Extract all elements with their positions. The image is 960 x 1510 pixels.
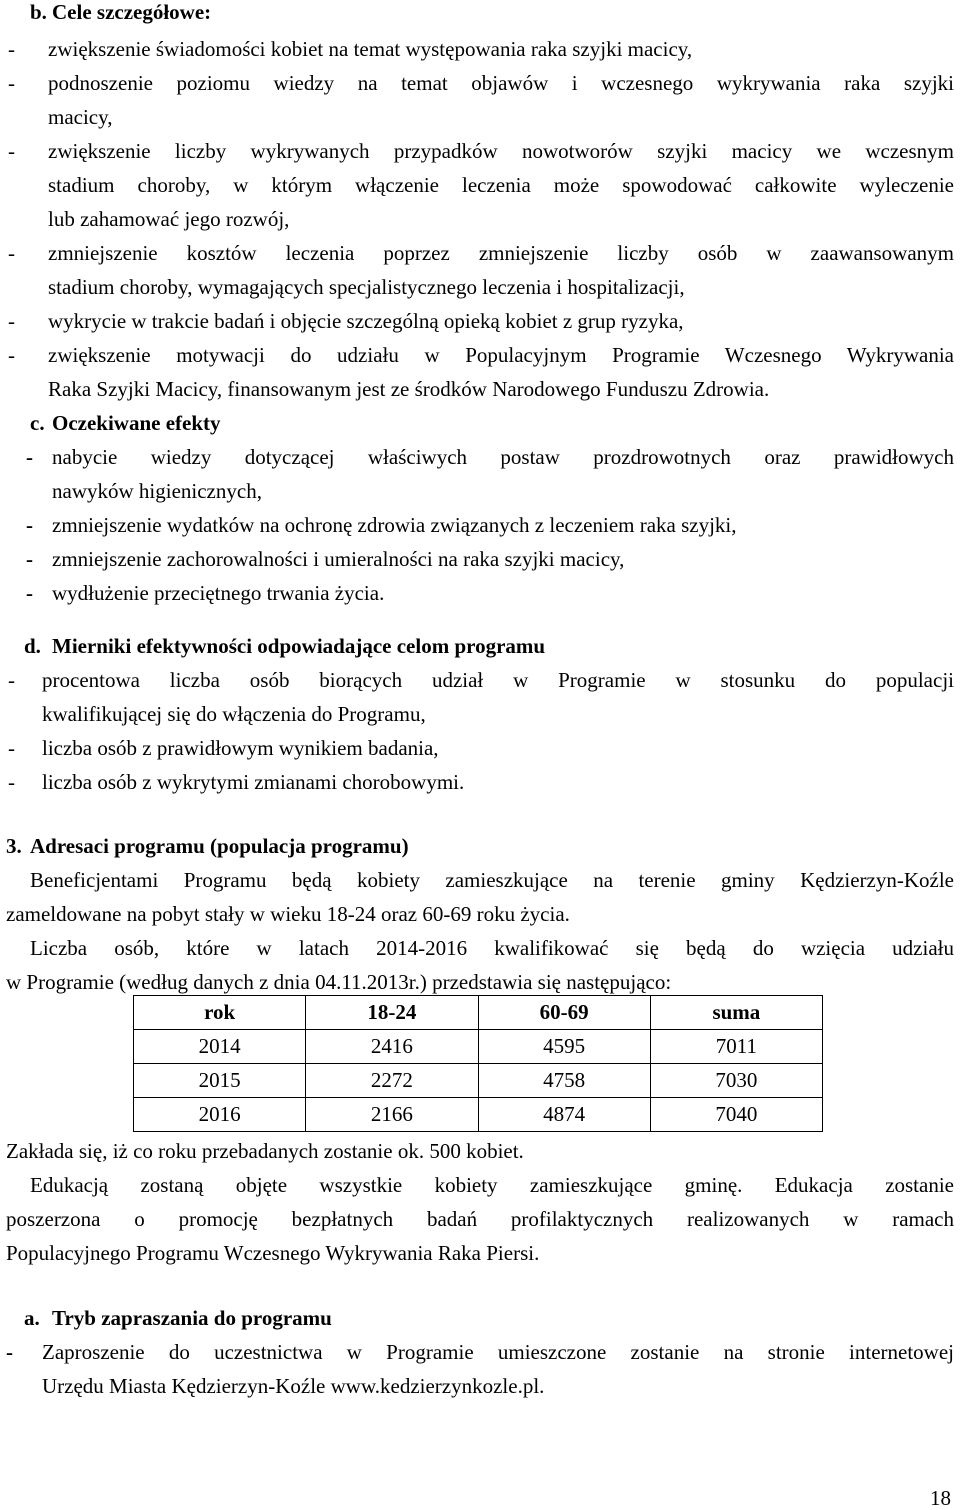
section-d-heading: Mierniki efektywności odpowiadające celom programu [52,634,546,658]
table-cell: 2015 [134,1064,306,1098]
page-number: 18 [930,1486,951,1510]
list-dash: - [8,668,15,692]
list-dash: - [8,139,15,163]
list-dash: - [26,513,33,537]
list-item-cont: kwalifikującej się do włączenia do Programu, [42,702,426,726]
list-dash: - [8,343,15,367]
list-item: zwiększenie liczby wykrywanych przypadków nowotworów szyjki macicy we wczesnym [48,139,954,163]
paragraph-line: Edukacją zostaną objęte wszystkie kobiety zamieszkujące gminę. Edukacja zostanie [30,1173,954,1197]
list-dash: - [8,770,15,794]
table-cell: 2016 [134,1098,306,1132]
list-item-cont: nawyków higienicznych, [52,479,262,503]
list-item: Zaproszenie do uczestnictwa w Programie umieszczone zostanie na stronie internetowej [42,1340,954,1364]
list-item: zmniejszenie zachorowalności i umieralności na raka szyjki macicy, [52,547,625,571]
table-cell: 7011 [650,1030,822,1064]
list-dash: - [8,309,15,333]
paragraph-line: w Programie (według danych z dnia 04.11.2013r.) przedstawia się następująco: [6,970,672,994]
paragraph-line: zameldowane na pobyt stały w wieku 18-24 oraz 60-69 roku życia. [6,902,570,926]
table-row [134,1098,823,1132]
section-b-marker: b. [30,0,47,24]
section-b-heading: Cele szczegółowe: [52,0,212,24]
list-item: procentowa liczba osób biorących udział w Programie w stosunku do populacji [42,668,954,692]
list-item: zmniejszenie kosztów leczenia poprzez zmniejszenie liczby osób w zaawansowanym [48,241,954,265]
list-item-cont: Urzędu Miasta Kędzierzyn-Koźle www.kedzierzynkozle.pl. [42,1374,545,1398]
list-dash: - [6,1340,13,1364]
table-header-cell: rok [134,996,306,1030]
list-item-cont: lub zahamować jego rozwój, [48,207,290,231]
list-dash: - [8,241,15,265]
section-a-heading: Tryb zapraszania do programu [52,1306,332,1330]
list-item: wydłużenie przeciętnego trwania życia. [52,581,385,605]
paragraph-line: Beneficjentami Programu będą kobiety zamieszkujące na terenie gminy Kędzierzyn-Koźle [30,868,954,892]
section-a-marker: a. [24,1306,40,1330]
paragraph-line: Liczba osób, które w latach 2014-2016 kwalifikować się będą do wzięcia udziału [30,936,954,960]
population-table [133,995,823,1132]
table-header-cell: 60-69 [478,996,650,1030]
list-item: liczba osób z wykrytymi zmianami chorobowymi. [42,770,465,794]
list-dash: - [26,445,33,469]
table-cell: 4595 [478,1030,650,1064]
list-item-cont: Raka Szyjki Macicy, finansowanym jest ze środków Narodowego Funduszu Zdrowia. [48,377,770,401]
paragraph-line: Zakłada się, iż co roku przebadanych zostanie ok. 500 kobiet. [6,1139,524,1163]
paragraph-line: Populacyjnego Programu Wczesnego Wykrywania Raka Piersi. [6,1241,540,1265]
table-cell: 2014 [134,1030,306,1064]
section-3-heading: Adresaci programu (populacja programu) [30,834,409,858]
section-d-marker: d. [24,634,41,658]
list-item: wykrycie w trakcie badań i objęcie szczególną opieką kobiet z grup ryzyka, [48,309,684,333]
list-dash: - [8,37,15,61]
list-item-cont: macicy, [48,105,113,129]
paragraph-line: poszerzona o promocję bezpłatnych badań profilaktycznych realizowanych w ramach [6,1207,954,1231]
list-dash: - [26,581,33,605]
list-item: zmniejszenie wydatków na ochronę zdrowia związanych z leczeniem raka szyjki, [52,513,737,537]
list-item-cont: stadium choroby, w którym włączenie leczenia może spowodować całkowite wyleczenie [48,173,954,197]
table-header-cell: 18-24 [306,996,478,1030]
list-item: nabycie wiedzy dotyczącej właściwych postaw prozdrowotnych oraz prawidłowych [52,445,954,469]
table-row [134,1030,823,1064]
list-dash: - [8,71,15,95]
table-cell: 2166 [306,1098,478,1132]
table-row [134,1064,823,1098]
table-cell: 7030 [650,1064,822,1098]
list-item: zwiększenie motywacji do udziału w Populacyjnym Programie Wczesnego Wykrywania [48,343,954,367]
list-dash: - [26,547,33,571]
section-c-marker: c. [30,411,45,435]
section-c-heading: Oczekiwane efekty [52,411,221,435]
list-item: podnoszenie poziomu wiedzy na temat objawów i wczesnego wykrywania raka szyjki [48,71,954,95]
section-3-marker: 3. [6,834,22,858]
list-item: liczba osób z prawidłowym wynikiem badania, [42,736,439,760]
list-item: zwiększenie świadomości kobiet na temat występowania raka szyjki macicy, [48,37,693,61]
list-item-cont: stadium choroby, wymagających specjalistycznego leczenia i hospitalizacji, [48,275,685,299]
table-cell: 2416 [306,1030,478,1064]
table-cell: 2272 [306,1064,478,1098]
list-dash: - [8,736,15,760]
table-header-row [134,996,823,1030]
table-header-cell: suma [650,996,822,1030]
table-cell: 7040 [650,1098,822,1132]
table-cell: 4874 [478,1098,650,1132]
table-cell: 4758 [478,1064,650,1098]
